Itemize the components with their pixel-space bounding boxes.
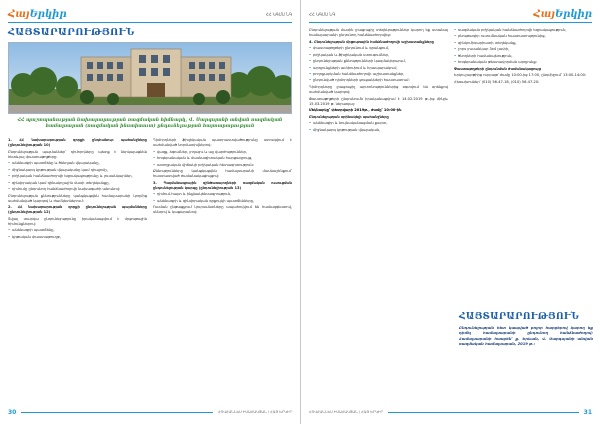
footer-rule (388, 412, 579, 413)
magazine-logo: ՀայԵրկիր (8, 8, 67, 20)
bullet-item: • զինվորական կամ զինակոչային մասի տեղեկանքը, (8, 181, 147, 186)
paragraph: Հեռախոսներ՝ (010) 56-47-18, (010) 56-47-20: (454, 79, 540, 84)
announcement-title: ՀԱՅՏԱՐԱՐՈՒԹՅՈՒՆ (459, 312, 580, 322)
announcement-body: Ընդունելության հետ կապված բոլոր հարցերով կարող եք դիմել համալսարանի ընդունող հանձնաժողով: Համալսարանի հասցեն՝ ք. Երևան, Վ. Սարգսյանի անվան ռազմական համալսարան, 2019 թ.: (459, 326, 593, 347)
issue-line: ՀՀ ԿԳՄՍ ՆԳ (265, 11, 292, 17)
bullet-item: • դիմումը ընդունող հանձնաժողովի նախագահի անունով: (8, 187, 147, 192)
bullet-item: • դիմում-հայտ և ինքնակենսագրություն, (153, 192, 292, 197)
bullet-item: • արդյունքների ամփոփում և հրապարակում, (309, 66, 448, 71)
bullet-item: • ծնողների համաձայնություն, (454, 54, 593, 59)
article-subheading: 1. ՀՀ նախարարության զորքի ընդհանուր պահանջները (ընդունելիության 10) (8, 138, 147, 148)
bullet-item: • փաստաթղթերի ընդունում և գրանցում, (309, 46, 448, 51)
left-running-head (0, 6, 300, 22)
university-building-photo (8, 42, 292, 114)
paragraph: Փաստաթղթերի ընդունումն իրականացվում է 14.02.2019 թ.-ից մինչև 15.03.2019 թ. ներառյալ: (309, 96, 448, 106)
article-subheading: Ընդունելության օրինակելի պահանջները (309, 114, 389, 119)
right-column-1 (309, 28, 448, 404)
paragraph: Ընդունելության քննությունները կանցկացվեն համալսարանի կողմից սահմանված կարգով և ժամկետներում: (8, 193, 147, 203)
article-subheading: 2. ՀՀ նախարարության զորքի ընդունելության պայմանները (ընդունելիության 12) (8, 205, 147, 215)
article-subheading: 3. Պայմանագրային զինծառայողների ռազմական ուսուցման ընդունելության կարգը (ընդունելիության 13) (153, 180, 292, 190)
paragraph: Ուսման ընթացքում կուրսանտները ապահովվում են համազգեստով, սննդով և կացարանով: (153, 205, 292, 215)
paragraph: Դիմորդները լրացուցիչ արտոնություններից օգտվում են օրենքով սահմանված կարգով: (309, 84, 448, 95)
bullet-item: • բժշկական և ֆիզիկական ստուգումներ, (309, 53, 448, 58)
paragraph: Ընդունելության պայմաններ՝ դիմորդները պետք է ներկայացնեն հետևյալ փաստաթղթերը: (8, 149, 147, 159)
bullet-item: • կրթական փաստաթուղթ, (8, 235, 147, 240)
left-article-columns (8, 138, 292, 403)
bullet-item: • անձնագրի պատճենը և ծննդյան վկայականը, (8, 161, 147, 166)
bullet-item: • ընդունելության քննությունների կազմակերպում, (309, 59, 448, 64)
bullet-item: • զինկոմիսարիատի տեղեկանք, (454, 41, 593, 46)
article-subheading: Փաստաթղթերի ընդունման ժամանակացույց (454, 66, 541, 71)
bullet-item: • միջնակարգ կրթության վկայականը կամ դիպլոմը, (8, 168, 147, 173)
footer-text: ՀՈՎՀԱՆՆԵՍ ԻՍԱՀԱԿՅԱՆ / ՀԱՅ ԵՐԿԻՐ (309, 410, 383, 414)
section-title: ՀԱՅՏԱՐԱՐՈՒԹՅՈՒՆ (8, 27, 135, 38)
footer-rule (21, 412, 213, 413)
page-number: 30 (8, 408, 17, 416)
right-running-head (301, 6, 600, 22)
left-column-2 (153, 138, 292, 403)
page-number: 31 (583, 408, 592, 416)
bullet-item: • ռազմական բժշկական հանձնաժողովի եզրակացություն, (454, 28, 593, 33)
top-rule (8, 22, 292, 23)
announcement-box (459, 312, 593, 348)
bullet-item: • առողջական վիճակի բժշկական հետազոտություն: (153, 163, 292, 168)
date-line: Մեկնարկը՝ փետրվարի 2019թ., ժամը՝ 10:00-ին (309, 108, 402, 113)
bullet-item: • չորս լուսանկար 3x4 չափի, (454, 47, 593, 52)
footer-text: ՀՈՎՀԱՆՆԵՍ ԻՍԱՀԱԿՅԱՆ / ՀԱՅ ԵՐԿԻՐ (218, 410, 292, 414)
bullet-item: • բնութագիր ուսումնական հաստատությունից, (454, 34, 593, 39)
article-headline: ՀՀ պաշտպանության նախարարության ռազմական հիմնարկ, Վ. Սարգսյանի անվան ռազմական համալսարան (ռազմական ինստիտուտ) ընդունելության հայտարարություն (17, 118, 283, 129)
bullet-item: • միջնակարգ կրթության վկայական, (309, 128, 448, 133)
bullet-item: • ընդունված դիմորդների ցուցակների հաստատում: (309, 78, 448, 83)
building-image (9, 43, 292, 114)
top-rule (309, 22, 592, 23)
bullet-item: • վազք, ձգումներ, լողալու և այլ վարժություններ, (153, 150, 292, 155)
left-footer (0, 406, 300, 418)
bullet-item: • հոգեբանական և մասնագիտական հարցազրույց, (153, 156, 292, 161)
bullet-item: • բողոքարկման հանձնաժողովի աշխատանքներ, (309, 72, 448, 77)
magazine-logo: ՀայԵրկիր (533, 8, 592, 20)
bullet-item: • բժշկական հանձնաժողովի եզրակացությունը և լուսանկարներ, (8, 174, 147, 179)
article-subheading: 4. Ընդունելության մրցութային հանձնաժողովի աշխատանքները (309, 39, 434, 44)
issue-line: ՀՀ ԿԳՄՍ ՆԳ (309, 11, 336, 17)
left-column-1 (8, 138, 147, 403)
bullet-item: • հոգեբանական թեստավորման արդյունք: (454, 60, 593, 65)
right-footer (301, 406, 600, 418)
bullet-item: • անձնագրի պատճենը, (8, 228, 147, 233)
paragraph: Քննությունները կանցկացվեն համալսարանի մասնաշենքում՝ հաստատված ժամանակացույցով: (153, 169, 292, 179)
bullet-item: • անձնագրի և զինվորական գրքույկի պատճենները, (153, 199, 292, 204)
right-column-2 (454, 28, 593, 306)
right-page (300, 0, 600, 424)
bullet-item: • անձնագիր և նույնականացման քարտ, (309, 121, 448, 126)
paragraph: Տվյալ տարվա ընդունելությունը իրականացվում է մրցութային հիմունքներով: (8, 216, 147, 226)
paragraph: Դիմորդների ֆիզիկական պատրաստվածությունը ստուգվում է սահմանված նորմատիվներով: (153, 138, 292, 148)
paragraph: Երկուշաբթիից ուրբաթ՝ ժամը 10:00-ից 17:00, ընդմիջում՝ 13:00-14:00: (454, 73, 587, 78)
paragraph: Ընդունելության մասին լրացուցիչ տեղեկություններ կարող եք ստանալ համալսարանի ընդունող հանձնաժողովից: (309, 28, 448, 38)
